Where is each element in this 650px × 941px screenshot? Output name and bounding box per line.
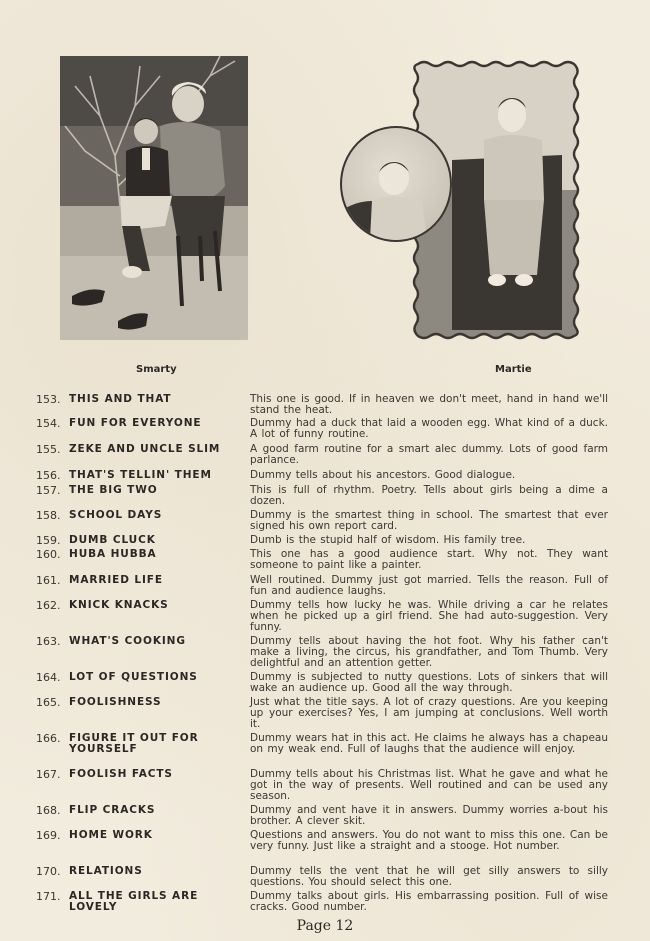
item-description: Dumb is the stupid half of wisdom. His family tree. (250, 534, 526, 546)
item-number: 165. (36, 696, 61, 709)
item-description: Dummy tells how lucky he was. While driving a car he relates when he picked up a girl friend. She had auto-suggestion. Very funny. (250, 599, 608, 633)
item-description: Questions and answers. You do not want to miss this one. Can be very funny. Just like a straight and a stooge. Hot number. (250, 829, 608, 852)
photo-martie-closeup (340, 126, 452, 242)
item-number: 157. (36, 484, 61, 497)
item-title: FOOLISH FACTS (69, 768, 173, 780)
item-number: 170. (36, 865, 61, 878)
item-number: 166. (36, 732, 61, 745)
item-title: ZEKE AND UNCLE SLIM (69, 443, 221, 455)
item-description: Dummy is subjected to nutty questions. Lots of sinkers that will wake an audience up. Good all the way through. (250, 671, 608, 694)
photo-caption-smarty: Smarty (136, 364, 177, 375)
item-number: 160. (36, 548, 61, 561)
item-description: Dummy talks about girls. His embarrassing position. Full of wise cracks. Good number. (250, 890, 608, 913)
item-title: ALL THE GIRLS ARE LOVELY (69, 890, 199, 913)
item-number: 163. (36, 635, 61, 648)
item-title: THE BIG TWO (69, 484, 158, 496)
item-number: 168. (36, 804, 61, 817)
item-title: HUBA HUBBA (69, 548, 157, 560)
item-title: WHAT'S COOKING (69, 635, 186, 647)
item-title: LOT OF QUESTIONS (69, 671, 198, 683)
item-description: Dummy and vent have it in answers. Dummy worries a-bout his brother. A clever skit. (250, 804, 608, 827)
item-description: Dummy tells about having the hot foot. Why his father can't make a living, the circus, his grandfather, and Tom Thumb. Very delightful and an attention getter. (250, 635, 608, 669)
photo-smarty (60, 56, 248, 340)
item-number: 171. (36, 890, 61, 903)
item-number: 155. (36, 443, 61, 456)
item-number: 156. (36, 469, 61, 482)
item-description: Dummy tells about his ancestors. Good dialogue. (250, 469, 516, 481)
item-title: FUN FOR EVERYONE (69, 417, 202, 429)
item-title: RELATIONS (69, 865, 143, 877)
item-description: A good farm routine for a smart alec dummy. Lots of good farm parlance. (250, 443, 608, 466)
photo-smarty-illustration (60, 56, 248, 340)
item-number: 167. (36, 768, 61, 781)
item-description: Just what the title says. A lot of crazy questions. Are you keeping up your exercises? Yes, I am jumping at conclusions. Well worth it. (250, 696, 608, 730)
item-title: FIGURE IT OUT FOR YOURSELF (69, 732, 199, 755)
page-number: Page 12 (296, 918, 354, 934)
item-number: 159. (36, 534, 61, 547)
item-number: 158. (36, 509, 61, 522)
item-title: MARRIED LIFE (69, 574, 163, 586)
item-title: HOME WORK (69, 829, 153, 841)
item-description: Dummy wears hat in this act. He claims he always has a chapeau on my weak end. Full of laughs that the audience will enjoy. (250, 732, 608, 755)
item-title: FLIP CRACKS (69, 804, 156, 816)
item-description: This one is good. If in heaven we don't meet, hand in hand we'll stand the heat. (250, 393, 608, 416)
item-title: SCHOOL DAYS (69, 509, 163, 521)
item-title: THAT'S TELLIN' THEM (69, 469, 212, 481)
item-title: THIS AND THAT (69, 393, 172, 405)
item-number: 153. (36, 393, 61, 406)
item-description: Dummy tells about his Christmas list. What he gave and what he got in the way of presents. Well routined and can be used any season. (250, 768, 608, 802)
item-number: 162. (36, 599, 61, 612)
item-number: 154. (36, 417, 61, 430)
photo-martie-closeup-illustration (342, 128, 450, 240)
item-description: This is full of rhythm. Poetry. Tells about girls being a dime a dozen. (250, 484, 608, 507)
photo-caption-martie: Martie (495, 364, 532, 375)
item-description: This one has a good audience start. Why not. They want someone to paint like a painter. (250, 548, 608, 571)
item-number: 169. (36, 829, 61, 842)
item-description: Dummy tells the vent that he will get silly answers to silly questions. You should select this one. (250, 865, 608, 888)
item-number: 161. (36, 574, 61, 587)
item-description: Well routined. Dummy just got married. Tells the reason. Full of fun and audience laughs. (250, 574, 608, 597)
item-title: FOOLISHNESS (69, 696, 162, 708)
item-description: Dummy had a duck that laid a wooden egg. What kind of a duck. A lot of funny routine. (250, 417, 608, 440)
item-number: 164. (36, 671, 61, 684)
item-description: Dummy is the smartest thing in school. The smartest that ever signed his own report card. (250, 509, 608, 532)
item-title: KNICK KNACKS (69, 599, 169, 611)
item-title: DUMB CLUCK (69, 534, 156, 546)
